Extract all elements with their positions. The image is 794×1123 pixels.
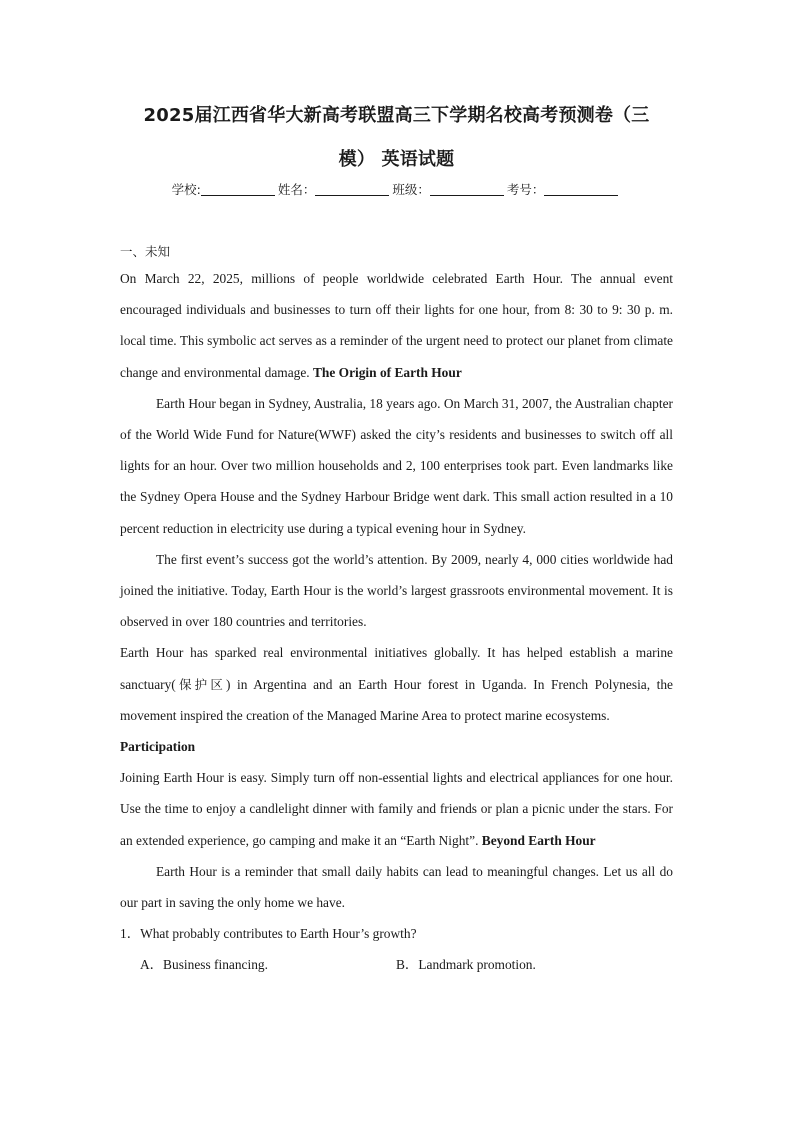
question-1-stem: 1．What probably contributes to Earth Hour’s growth? [120,926,417,942]
student-info-row [120,181,673,199]
school-label: 学校: [171,182,201,197]
passage-paragraph-2: Earth Hour began in Sydney, Australia, 18 years ago. On March 31, 2007, the Australian chapter of the World Wide Fund for Nature(WWF) asked the city’s residents and businesses to switch off all lights for an hour. Over two million households and 2, 100 enterprises took part. Even landmarks like the Sydney Opera House and the Sydney Harbour Bridge went dark. This small action resulted in a 10 percent reduction in electricity use during a typical evening hour in Sydney. [120,395,673,536]
option-b: B．Landmark promotion. [396,957,536,973]
exam-number-blank [544,183,618,196]
school-blank [201,183,275,196]
passage-paragraph-5: Joining Earth Hour is easy. Simply turn off non-essential lights and electrical appliances for one hour. Use the time to enjoy a candlelight dinner with family and friends or plan a picnic under the stars. For an extended experience, go camping and make it an “Earth Night”. Beyond Earth Hour [120,770,673,848]
chinese-gloss: 保护区 [175,676,227,692]
passage-paragraph-6: Earth Hour is a reminder that small daily habits can lead to meaningful changes. Let us all do our part in saving the only home we have. [120,863,673,911]
question-1-options [120,949,673,980]
passage-paragraph-1: On March 22, 2025, millions of people worldwide celebrated Earth Hour. The annual event encouraged individuals and businesses to turn off their lights for one hour, from 8: 30 to 9: 30 p. m. local time. This symbolic act serves as a reminder of the urgent need to protect our planet from climate change and environmental damage. The Origin of Earth Hour [120,271,673,380]
subheading-participation: Participation [120,739,196,755]
section-heading: 一、未知 [120,244,171,259]
subheading-origin: The Origin of Earth Hour [312,364,462,380]
subheading-beyond: Beyond Earth Hour [481,832,596,848]
class-label: 班级： [392,182,430,197]
passage-paragraph-3: The first event’s success got the world’s attention. By 2009, nearly 4, 000 cities worldwide had joined the initiative. Today, Earth Hour is the world’s largest grassroots environmental movement. It is observed in over 180 countries and territories. [120,551,673,630]
passage-paragraph-4: Earth Hour has sparked real environmental initiatives globally. It has helped establish a marine sanctuary(保护区) in Argentina and an Earth Hour forest in Uganda. In French Polynesia, the movement inspired the creation of the Managed Marine Area to protect marine ecosystems. [120,645,673,723]
reading-passage [120,263,673,980]
exam-number-label: 考号： [506,182,545,197]
name-blank [315,183,389,196]
exam-title-line-1: 2025届江西省华大新高考联盟高三下学期名校高考预测卷（三 [143,105,650,126]
name-label: 姓名： [277,182,316,197]
exam-title-line-2: 模） 英语试题 [338,149,455,170]
class-blank [430,183,504,196]
option-a: A．Business financing. [140,957,268,973]
